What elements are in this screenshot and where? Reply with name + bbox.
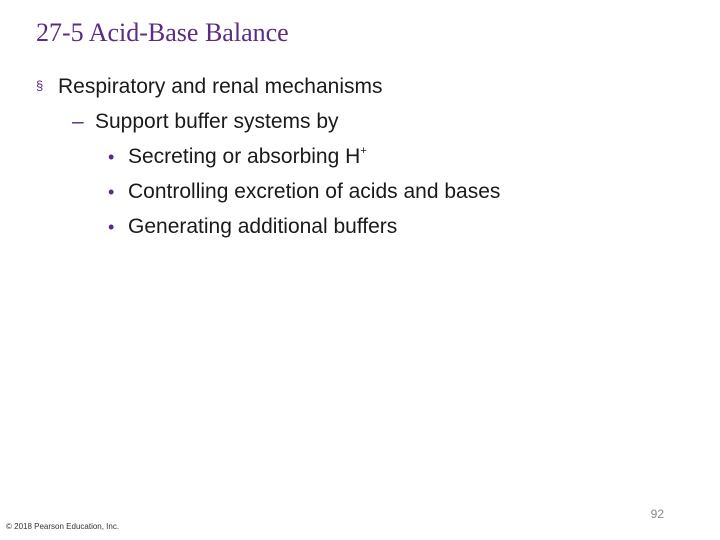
bullet-level3 [108, 179, 500, 204]
dot-bullet-icon: • [108, 147, 115, 167]
dot-bullet-icon: • [108, 182, 115, 202]
copyright-notice: © 2018 Pearson Education, Inc. [6, 522, 120, 531]
bullet-text: Secreting or absorbing H [128, 145, 361, 168]
slide-title: 27-5 Acid-Base Balance [36, 18, 289, 47]
page-number: 92 [650, 507, 664, 521]
square-bullet-icon: § [36, 78, 44, 93]
bullet-level3 [108, 144, 367, 169]
superscript-plus: + [360, 145, 367, 157]
bullet-text: Respiratory and renal mechanisms [58, 75, 383, 98]
bullet-text: Support buffer systems by [95, 110, 339, 133]
bullet-text: Generating additional buffers [128, 215, 398, 238]
dot-bullet-icon: • [108, 217, 115, 237]
bullet-text: Controlling excretion of acids and bases [128, 180, 501, 203]
bullet-level3 [108, 214, 397, 239]
bullet-level1 [36, 74, 382, 99]
bullet-level2 [72, 109, 339, 134]
dash-bullet-icon: – [72, 110, 84, 133]
